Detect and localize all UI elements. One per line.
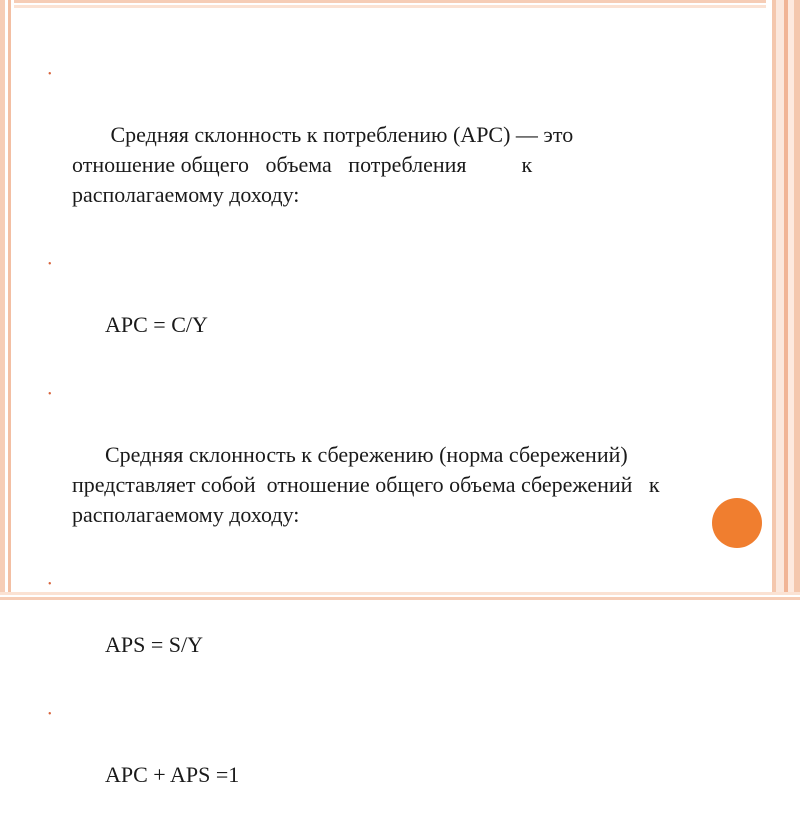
- bullet-apc-definition: [44, 60, 672, 240]
- frame-top-border: [0, 0, 800, 8]
- bullet-text: Средняя склонность к сбережению (норма сбережений) представляет собой отношение общего объема сбережений к располагаемому доходу:: [72, 442, 666, 527]
- bullet-sum-formula: [44, 700, 734, 820]
- decorative-orange-circle: [712, 498, 762, 548]
- bullet-text: APC + APS =1: [105, 762, 240, 787]
- frame-right-border: [766, 0, 800, 600]
- bullet-aps-formula: [44, 570, 734, 690]
- bullet-text: APS = S/Y: [105, 632, 204, 657]
- bullet-dot-icon: •: [48, 579, 52, 590]
- bullet-apc-formula: [44, 250, 734, 370]
- bullet-dot-icon: •: [48, 259, 52, 270]
- bullet-aps-definition: [44, 380, 722, 560]
- bullet-dot-icon: •: [48, 709, 52, 720]
- bullet-text: Средняя склонность к потреблению (APC) — это отношение общего объема потребления к располагаемому доходу:: [72, 122, 579, 207]
- bullet-text: APC = C/Y: [105, 312, 208, 337]
- bullet-dot-icon: •: [48, 389, 52, 400]
- frame-left-border: [0, 0, 14, 600]
- bullet-list: [44, 60, 734, 830]
- bullet-dot-icon: •: [48, 69, 52, 80]
